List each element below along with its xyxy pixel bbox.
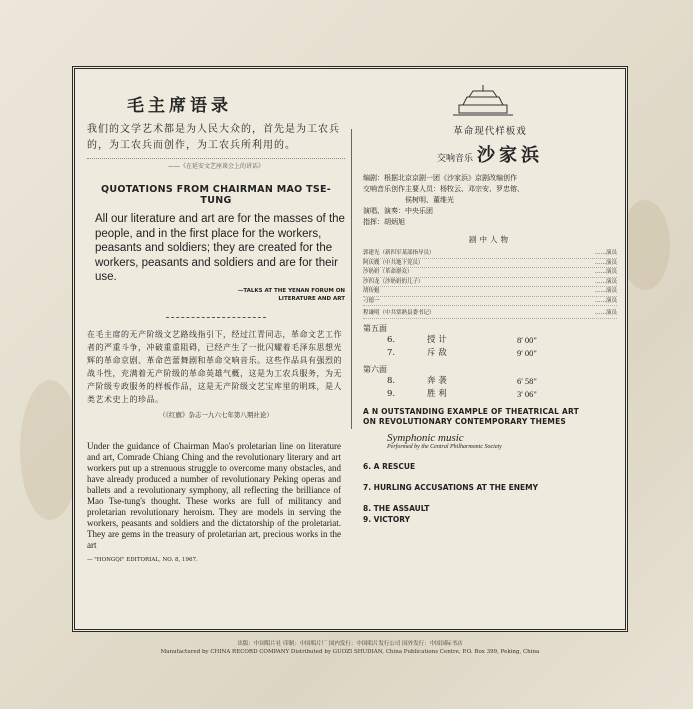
english-headline [363, 407, 617, 428]
quotation-source-zh: ——《在延安文艺座谈会上的讲话》 [87, 158, 345, 170]
credit-line: 交响音乐创作主要人员：杨牧云、邓宗安、罗忠镕、 [363, 185, 524, 193]
symphony-label: Symphonic music [387, 431, 464, 444]
track-row: 9. 胜 利 3' 06" [387, 388, 537, 399]
source-line: LITERATURE AND ART [278, 295, 345, 302]
cast-row: 阿庆嫂（中共地下党员） ……演员 [363, 259, 617, 269]
cast-row: 胡传魁 ……演员 [363, 287, 617, 297]
side-five-label: 第五面 [363, 323, 387, 333]
cast-heading: 剧中人物 [469, 235, 511, 244]
quotation-title-zh: 毛主席语录 [127, 96, 232, 116]
credit-line: 演唱、演奏：中央乐团 [363, 207, 433, 215]
credits [363, 173, 617, 228]
sleeve-frame [72, 66, 628, 632]
credit-line: 编剧：根据北京京剧一团《沙家浜》京剧改编创作 [363, 174, 517, 182]
quotation-source-en [87, 287, 345, 303]
publisher-footer [90, 640, 610, 656]
cast-row: 沙四龙（沙奶奶的儿子） ……演员 [363, 278, 617, 288]
editorial-source-en: — "HONGQI" EDITORIAL, NO. 8, 1967. [87, 556, 198, 563]
cast-row: 郭建光（新四军某部指导员） ……演员 [363, 249, 617, 259]
credit-line: 侯树明、董维光 [405, 196, 454, 204]
headline-line: A N OUTSTANDING EXAMPLE OF THEATRICAL ART [363, 406, 579, 416]
left-column [87, 91, 345, 563]
record-subtitle: 革命现代样板戏 [453, 126, 527, 137]
track-row: 8. 奔 袭 6' 58" [387, 375, 537, 386]
record-title [363, 141, 617, 167]
english-track: 6. A RESCUE [363, 461, 416, 471]
right-column [363, 81, 617, 524]
english-track: 7. HURLING ACCUSATIONS AT THE ENEMY [363, 482, 539, 492]
editorial-source-zh: （《红旗》杂志一九六七年第八期社论） [159, 410, 273, 419]
source-line: —TALKS AT THE YENAN FORUM ON [237, 287, 345, 294]
cast-row: 沙奶奶（革命群众） ……演员 [363, 268, 617, 278]
english-track: 8. THE ASSAULT [363, 503, 430, 513]
title-main: 沙家浜 [477, 145, 543, 166]
track-row: 6. 授 计 8' 00" [387, 334, 537, 345]
title-prefix: 交响音乐 [436, 154, 473, 164]
quotation-en: All our literature and art are for the masses of the people, and in the first place for the workers, peasants and soldiers; they are created for the workers, peasants and soldiers and are for their use. [95, 213, 345, 283]
stain-mark [20, 380, 80, 520]
quotation-title-en: QUOTATIONS FROM CHAIRMAN MAO TSE-TUNG [100, 184, 332, 206]
side-six-label: 第六面 [363, 364, 387, 374]
separator-rule [166, 317, 266, 320]
editorial-zh: 在毛主席的无产阶级文艺路线指引下，经过江青同志，革命文艺工作者的严重斗争，冲破重重阻碍，已经产生了一批闪耀着毛泽东思想光辉的革命京剧、革命芭蕾舞剧和革命交响音乐。这些作品具有强烈的战斗性，充满着无产阶级的革命英雄气概，这是为工农兵服务，为无产阶级专政服务的样板作品，这是无产阶级文艺宝库里的明珠，是人类艺术史上的珍品。 [87, 329, 342, 404]
column-divider [351, 129, 352, 429]
publisher-line-zh: 出版：中国唱片社 印制：中国唱片厂 国内发行：中国唱片发行公司 国外发行：中国国际书店 [237, 641, 463, 647]
cast-row: 刁德一 ……演员 [363, 297, 617, 307]
editorial-en: Under the guidance of Chairman Mao's proletarian line on literature and art, Comrade Chiang Ching and the revolutionary literary and art workers put up a strenuous struggle to overcome many obstacles, and have already produced a number of revolutionary Peking operas and ballets and a revolutionary symphony, all reflecting the brilliance of Mao Tse-tung's thought. These works are full of militancy and proletarian revolutionary heroism. They are models in serving the workers, peasants and soldiers and the dictatorship of the proletariat. They are gems in the treasury of proletarian art, precious works in the art [87, 440, 341, 550]
cast-row: 程谦明（中共常熟县委书记） ……演员 [363, 309, 617, 319]
publisher-line-en: Manufactured by CHINA RECORD COMPANY Distributed by GUOZI SHUDIAN, China Publications Centre, P.O. Box 399, Peking, China [160, 649, 540, 655]
track-row: 7. 斥 敌 9' 00" [387, 347, 537, 358]
headline-line: ON REVOLUTIONARY CONTEMPORARY THEMES [363, 417, 567, 426]
english-track: 9. VICTORY [363, 514, 411, 524]
tiananmen-icon [453, 81, 513, 117]
credit-line: 指挥：胡炳旭 [363, 218, 405, 226]
performer-label: Performed by the Central Philharmonic Society [387, 443, 502, 450]
cast-list [363, 249, 617, 319]
quotation-zh: 我们的文学艺术都是为人民大众的，首先是为工农兵的，为工农兵而创作，为工农兵所利用的。 [87, 124, 340, 151]
